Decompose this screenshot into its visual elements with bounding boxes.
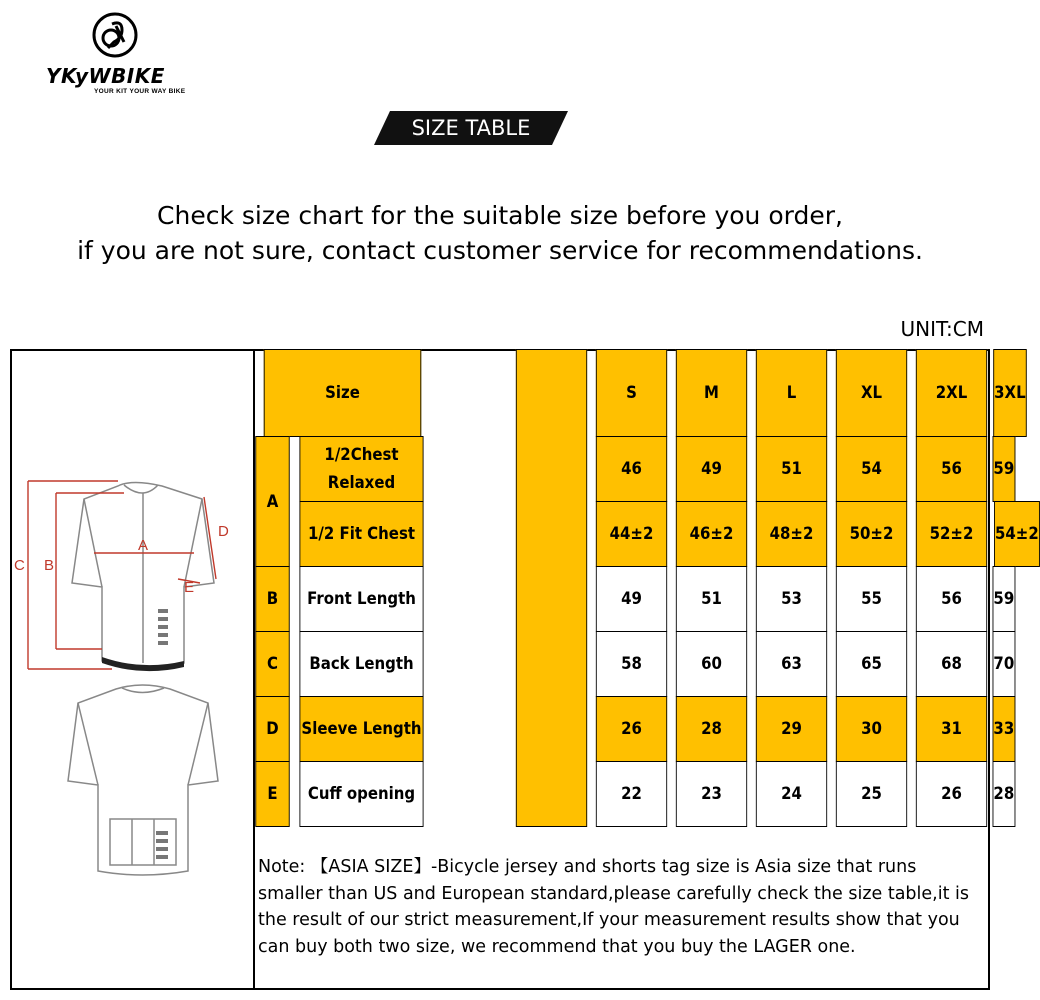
size-value-cell: 28: [993, 761, 1016, 827]
row-letter: C: [255, 631, 289, 697]
intro-line-1: Check size chart for the suitable size before you order,: [157, 201, 843, 230]
row-label: Cuff opening: [299, 761, 423, 827]
size-value-cell: 63: [756, 631, 827, 697]
intro-text: [0, 198, 1000, 268]
size-value-cell: 54±2: [994, 501, 1040, 567]
asia-size-note: Note: 【ASIA SIZE】-Bicycle jersey and shorts tag size is Asia size that runs smaller than US and European standard,please carefully check the size table,it is the result of our strict measurement,If your measurement results show that you can buy both two size, we recommend that you buy the LAGER one.: [258, 857, 969, 957]
brand-tagline: YOUR KIT YOUR WAY BIKE: [94, 88, 186, 95]
dim-label-e: E: [184, 579, 195, 596]
size-col-header: 2XL: [916, 349, 987, 437]
row-label: Sleeve Length: [299, 696, 423, 762]
spacer-column: [516, 349, 587, 827]
size-value-cell: 60: [676, 631, 747, 697]
row-letter: E: [255, 761, 289, 827]
row-letter: A: [255, 436, 289, 567]
row-label: Front Length: [299, 566, 423, 632]
size-value-cell: 28: [676, 696, 747, 762]
dim-label-b: B: [44, 557, 55, 574]
banner-title: SIZE TABLE: [411, 116, 531, 140]
size-value-cell: 51: [756, 436, 827, 502]
size-value-cell: 29: [756, 696, 827, 762]
size-value-cell: 58: [596, 631, 667, 697]
row-letter: B: [255, 566, 289, 632]
size-col-header: XL: [836, 349, 907, 437]
size-value-cell: 59: [993, 436, 1016, 502]
size-value-cell: 49: [596, 566, 667, 632]
dim-label-c: C: [14, 557, 25, 574]
jersey-illustration: [12, 351, 253, 988]
size-col-header: L: [756, 349, 827, 437]
size-value-cell: 56: [916, 436, 987, 502]
bike-logo-icon: [92, 12, 138, 58]
row-letter: D: [255, 696, 289, 762]
row-label: 1/2Chest Relaxed: [299, 436, 423, 502]
row-label: Back Length: [299, 631, 423, 697]
size-value-cell: 68: [916, 631, 987, 697]
size-value-cell: 48±2: [756, 501, 827, 567]
size-col-header: M: [676, 349, 747, 437]
jersey-diagram: [12, 351, 255, 988]
size-value-cell: 46: [596, 436, 667, 502]
size-value-cell: 24: [756, 761, 827, 827]
brand-logo: [40, 8, 190, 98]
size-value-cell: 51: [676, 566, 747, 632]
size-value-cell: 31: [916, 696, 987, 762]
size-value-cell: 52±2: [916, 501, 987, 567]
size-value-cell: 54: [836, 436, 907, 502]
size-header: Size: [264, 349, 422, 437]
size-value-cell: 65: [836, 631, 907, 697]
size-value-cell: 59: [993, 566, 1016, 632]
size-value-cell: 23: [676, 761, 747, 827]
size-value-cell: 44±2: [596, 501, 667, 567]
size-value-cell: 53: [756, 566, 827, 632]
size-value-cell: 26: [596, 696, 667, 762]
size-value-cell: 22: [596, 761, 667, 827]
size-table-banner: [374, 111, 568, 145]
intro-line-2: if you are not sure, contact customer service for recommendations.: [77, 236, 923, 265]
dim-label-d: D: [218, 523, 229, 540]
size-value-cell: 25: [836, 761, 907, 827]
unit-label: UNIT:CM: [900, 317, 984, 341]
size-col-header: 3XL: [993, 349, 1026, 437]
size-value-cell: 70: [993, 631, 1016, 697]
brand-name: YKyWBIKE: [46, 64, 165, 88]
size-value-cell: 56: [916, 566, 987, 632]
size-value-cell: 26: [916, 761, 987, 827]
size-value-cell: 50±2: [836, 501, 907, 567]
size-value-cell: 49: [676, 436, 747, 502]
size-value-cell: 30: [836, 696, 907, 762]
dim-label-a: A: [138, 537, 149, 554]
size-value-cell: 33: [993, 696, 1016, 762]
size-col-header: S: [596, 349, 667, 437]
size-value-cell: 55: [836, 566, 907, 632]
row-label: 1/2 Fit Chest: [299, 501, 423, 567]
size-value-cell: 46±2: [676, 501, 747, 567]
